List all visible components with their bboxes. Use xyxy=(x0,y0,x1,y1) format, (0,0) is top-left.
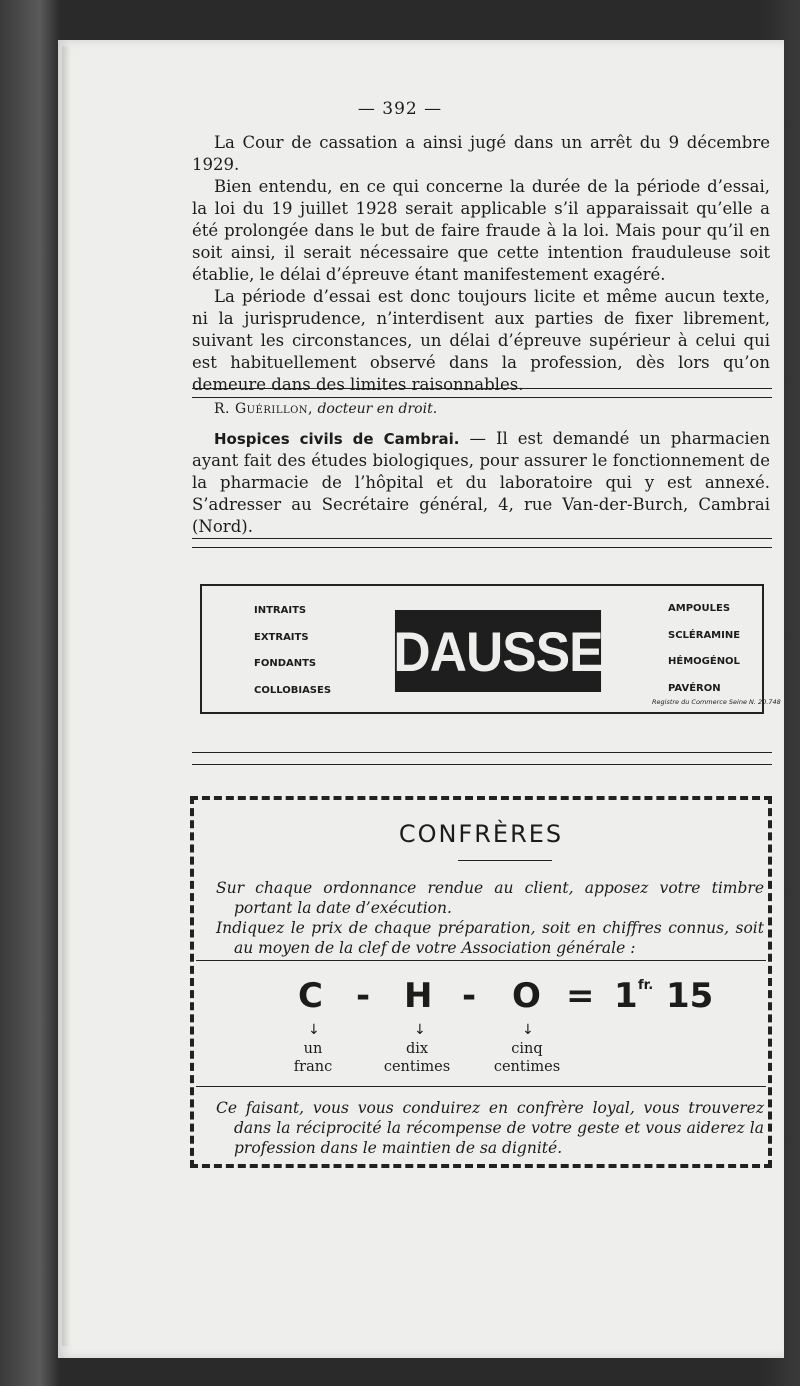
confreres-paragraph-2: Indiquez le prix de chaque préparation, soit en chiffres connus, soit au moyen de la clef de votre Association générale : xyxy=(216,919,764,957)
page-number: — 392 — xyxy=(357,99,443,119)
arrow-down-icon: ↓ xyxy=(308,1022,320,1038)
notice-text xyxy=(192,428,770,538)
code-dash-1: - xyxy=(356,976,371,1016)
ad-right-item: HÉMOGÉNOL xyxy=(668,656,740,667)
price-francs: 1 xyxy=(614,976,638,1016)
ad-registre: Registre du Commerce Seine N. 20.748 xyxy=(652,698,781,706)
label-o-line-1: cinq xyxy=(511,1041,543,1057)
confreres-title: CONFRÈRES xyxy=(398,820,564,848)
page-edge xyxy=(62,46,70,1346)
ad-left-item: INTRAITS xyxy=(254,605,307,616)
confreres-rule-2 xyxy=(196,1086,766,1087)
label-c-line-1: un xyxy=(303,1041,323,1057)
notice-body: — Il est demandé un pharmacien ayant fait des études biologiques, pour assurer le fonctionnement de la pharmacie de l’hôpital et du laboratoire qui y est annexé. S’adresser au Secrétaire général, 4, rue Van-der-Burch, Cambrai (Nord). xyxy=(192,429,771,536)
code-letter-c: C xyxy=(298,976,323,1016)
confreres-paragraph-1: Sur chaque ordonnance rendue au client, apposez votre timbre portant la date d’exécution. xyxy=(216,879,764,917)
code-dash-2: - xyxy=(462,976,477,1016)
divider-1b xyxy=(192,397,772,398)
article-signature xyxy=(192,398,770,420)
arrow-down-icon: ↓ xyxy=(414,1022,426,1038)
divider-3a xyxy=(192,752,772,753)
divider-2a xyxy=(192,538,772,539)
article-text xyxy=(192,132,770,420)
confreres-rule-1 xyxy=(196,960,766,961)
price-centimes: 15 xyxy=(666,976,714,1016)
label-o-line-2: centimes xyxy=(493,1059,561,1075)
confreres-title-rule xyxy=(458,860,552,861)
label-c xyxy=(268,1040,358,1076)
ad-right-item: SCLÉRAMINE xyxy=(668,629,741,641)
code-letter-o: O xyxy=(512,976,541,1016)
ad-left-item: COLLOBIASES xyxy=(254,684,332,696)
confreres-box xyxy=(190,796,772,1168)
ad-right-item: PAVÉRON xyxy=(668,682,721,694)
signature-title: docteur en droit. xyxy=(317,401,438,417)
ad-right-item: AMPOULES xyxy=(668,603,731,614)
divider-3b xyxy=(192,764,772,765)
label-h xyxy=(372,1040,462,1076)
article-paragraph-1: La Cour de cassation a ainsi jugé dans un arrêt du 9 décembre 1929. xyxy=(192,133,770,174)
code-equals: = xyxy=(566,976,595,1016)
price-code xyxy=(194,976,768,1020)
divider-2b xyxy=(192,547,772,548)
label-h-line-2: centimes xyxy=(383,1059,451,1075)
label-o xyxy=(482,1040,572,1076)
dausse-advertisement xyxy=(200,584,781,714)
notice-title: Hospices civils de Cambrai. xyxy=(214,430,460,448)
ad-right-list xyxy=(668,602,764,708)
dausse-logo: DAUSSE xyxy=(395,610,601,692)
article-paragraph-3: La période d’essai est donc toujours licite et même aucun texte, ni la jurisprudence, n’interdisent aux parties de fixer librement, suivant les circonstances, un délai d’épreuve supérieur à celui qui est habituellement observé dans la profession, dès lors qu’on demeure dans des limites raisonnables. xyxy=(192,287,770,394)
article-paragraph-2: Bien entendu, en ce qui concerne la durée de la période d’essai, la loi du 19 juillet 1928 serait applicable s’il apparaissait qu’elle a été prolongée dans le but de faire fraude à la loi. Mais pour qu’il en soit ainsi, il serait nécessaire que cette intention frauduleuse soit établie, le délai d’épreuve étant manifestement exagéré. xyxy=(192,177,770,284)
confreres-instructions xyxy=(216,878,764,958)
ad-left-item: EXTRAITS xyxy=(254,631,309,643)
divider-1a xyxy=(192,388,772,389)
code-letter-h: H xyxy=(404,976,433,1016)
signature-name: R. Guérillon, xyxy=(214,401,314,417)
ad-left-list xyxy=(254,604,374,710)
confreres-paragraph-3: Ce faisant, vous vous conduirez en confrère loyal, vous trouverez dans la réciprocité la récompense de votre geste et vous aiderez la profession dans le maintien de sa dignité. xyxy=(216,1099,764,1157)
label-h-line-1: dix xyxy=(405,1041,429,1057)
arrow-down-icon: ↓ xyxy=(522,1022,534,1038)
confreres-closing xyxy=(216,1098,764,1158)
label-c-line-2: franc xyxy=(293,1059,333,1075)
ad-left-item: FONDANTS xyxy=(254,658,317,669)
price-unit: fr. xyxy=(638,978,654,993)
